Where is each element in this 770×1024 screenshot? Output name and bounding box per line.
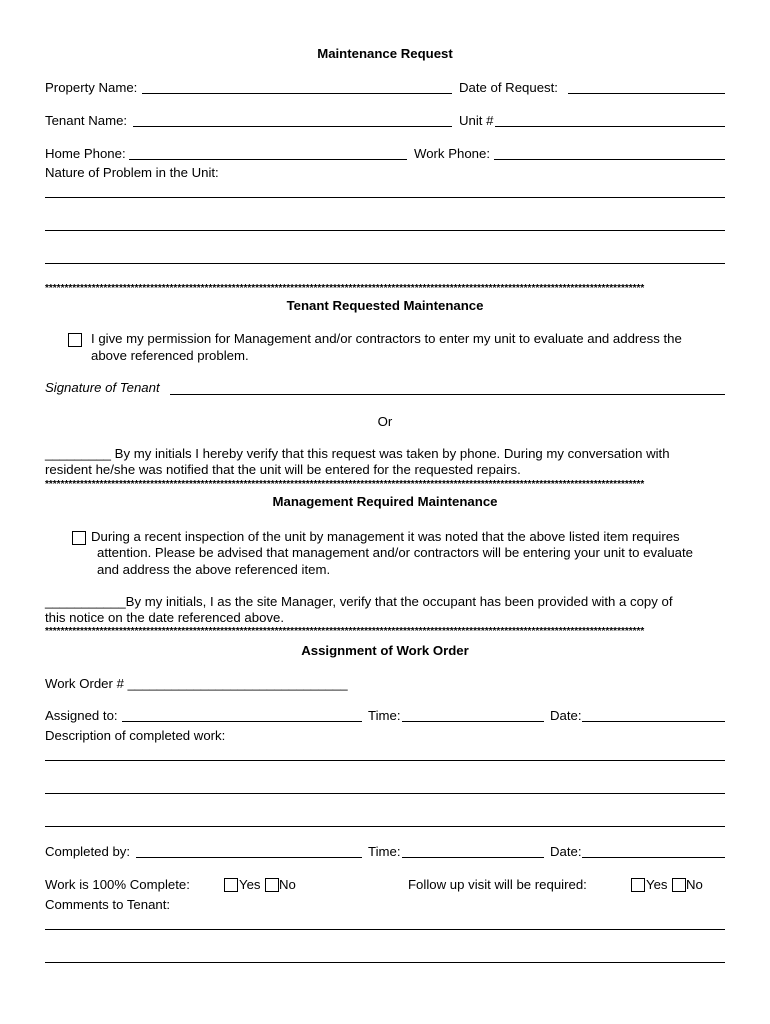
management-section-heading: Management Required Maintenance bbox=[272, 494, 498, 509]
date-of-request-label: Date of Request: bbox=[459, 80, 558, 95]
initials-text-line1: _________ By my initials I hereby verify that this request was taken by phone. During my conversation with bbox=[45, 446, 670, 461]
property-name-label: Property Name: bbox=[45, 80, 138, 95]
assigned-to-label: Assigned to: bbox=[45, 708, 118, 723]
manager-text-line1: ___________By my initials, I as the site Manager, verify that the occupant has been provided with a copy of bbox=[45, 594, 673, 609]
separator: ********************************************************************************************************************************************************** bbox=[45, 284, 645, 294]
work-order-section-heading: Assignment of Work Order bbox=[301, 643, 469, 658]
nature-of-problem-label: Nature of Problem in the Unit: bbox=[45, 165, 219, 180]
tenant-name-field[interactable] bbox=[133, 126, 452, 127]
separator: ********************************************************************************************************************************************************** bbox=[45, 627, 645, 637]
comments-line-2[interactable] bbox=[45, 962, 725, 963]
unit-label: Unit # bbox=[459, 113, 494, 128]
tenant-name-label: Tenant Name: bbox=[45, 113, 128, 128]
work-order-label: Work Order # ______________________________ bbox=[45, 676, 348, 691]
work-complete-yes-label: Yes bbox=[239, 877, 261, 892]
comments-label: Comments to Tenant: bbox=[45, 897, 171, 912]
follow-up-no-checkbox[interactable] bbox=[672, 878, 686, 892]
home-phone-label: Home Phone: bbox=[45, 146, 126, 161]
follow-up-yes-label: Yes bbox=[646, 877, 668, 892]
inspection-text-line2: attention. Please be advised that management and/or contractors will be entering your unit to evaluate bbox=[97, 545, 694, 560]
signature-field[interactable] bbox=[170, 394, 725, 395]
manager-text-line2: this notice on the date referenced above. bbox=[45, 610, 285, 625]
permission-checkbox[interactable] bbox=[68, 333, 82, 347]
separator: ********************************************************************************************************************************************************** bbox=[45, 480, 645, 490]
description-line-1[interactable] bbox=[45, 760, 725, 761]
work-complete-no-label: No bbox=[279, 877, 296, 892]
completed-date-field[interactable] bbox=[582, 857, 725, 858]
work-complete-no-checkbox[interactable] bbox=[265, 878, 279, 892]
completed-date-label: Date: bbox=[550, 844, 582, 859]
problem-line-3[interactable] bbox=[45, 263, 725, 264]
description-line-3[interactable] bbox=[45, 826, 725, 827]
work-complete-label: Work is 100% Complete: bbox=[45, 877, 190, 892]
description-line-2[interactable] bbox=[45, 793, 725, 794]
work-phone-field[interactable] bbox=[494, 159, 725, 160]
inspection-text-line3: and address the above referenced item. bbox=[97, 562, 331, 577]
property-name-field[interactable] bbox=[142, 93, 452, 94]
completed-by-label: Completed by: bbox=[45, 844, 131, 859]
follow-up-no-label: No bbox=[686, 877, 703, 892]
date-field[interactable] bbox=[582, 721, 725, 722]
time-label: Time: bbox=[368, 708, 401, 723]
problem-line-2[interactable] bbox=[45, 230, 725, 231]
completed-time-label: Time: bbox=[368, 844, 401, 859]
time-field[interactable] bbox=[402, 721, 544, 722]
signature-label: Signature of Tenant bbox=[45, 380, 160, 395]
permission-text-line2: above referenced problem. bbox=[91, 348, 249, 363]
work-phone-label: Work Phone: bbox=[414, 146, 490, 161]
initials-text-line2: resident he/she was notified that the unit will be entered for the requested repairs. bbox=[45, 462, 521, 477]
follow-up-label: Follow up visit will be required: bbox=[408, 877, 587, 892]
page-title: Maintenance Request bbox=[317, 46, 453, 61]
inspection-checkbox[interactable] bbox=[72, 531, 86, 545]
follow-up-yes-checkbox[interactable] bbox=[631, 878, 645, 892]
problem-line-1[interactable] bbox=[45, 197, 725, 198]
completed-time-field[interactable] bbox=[402, 857, 544, 858]
permission-text-line1: I give my permission for Management and/or contractors to enter my unit to evaluate and address the bbox=[91, 331, 682, 346]
date-label: Date: bbox=[550, 708, 582, 723]
unit-field[interactable] bbox=[495, 126, 725, 127]
assigned-to-field[interactable] bbox=[122, 721, 362, 722]
or-text: Or bbox=[377, 414, 393, 429]
home-phone-field[interactable] bbox=[129, 159, 407, 160]
date-of-request-field[interactable] bbox=[568, 93, 725, 94]
tenant-section-heading: Tenant Requested Maintenance bbox=[286, 298, 484, 313]
description-label: Description of completed work: bbox=[45, 728, 226, 743]
completed-by-field[interactable] bbox=[136, 857, 362, 858]
work-complete-yes-checkbox[interactable] bbox=[224, 878, 238, 892]
inspection-text-line1: During a recent inspection of the unit by management it was noted that the above listed item requires bbox=[91, 529, 680, 544]
comments-line-1[interactable] bbox=[45, 929, 725, 930]
